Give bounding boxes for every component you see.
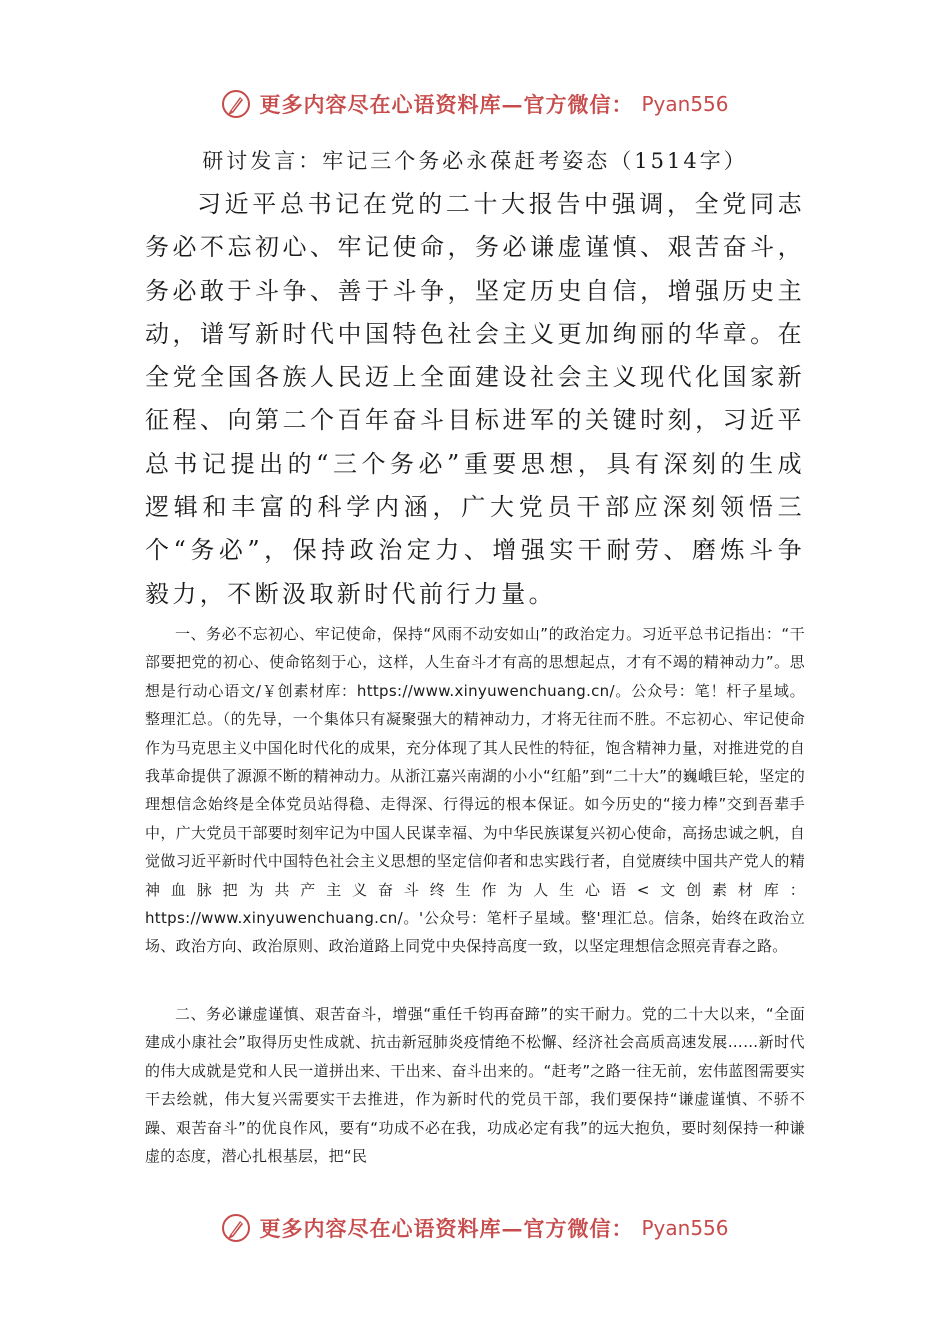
footer-banner xyxy=(0,1208,950,1248)
body-paragraph-2: 二、务必谦虚谨慎、艰苦奋斗，增强“重任千钧再奋蹄”的实干耐力。党的二十大以来，“全面建成小康社会”取得历史性成就、抗击新冠肺炎疫情绝不松懈、经济社会高质高速发展……新时代的伟大成就是党和人民一道拼出来、干出来、奋斗出来的。“赶考”之路一往无前，宏伟蓝图需要实干去绘就，伟大复兴需要实干去推进，作为新时代的党员干部，我们要保持“谦虚谨慎、不骄不躁、艰苦奋斗”的优良作风，要有“功成不必在我，功成必定有我”的远大抱负，要时刻保持一种谦虚的态度，潜心扎根基层，把“民 xyxy=(145,1005,805,1166)
footer-banner-text: 更多内容尽在心语资料库—官方微信： xyxy=(259,1216,634,1241)
pen-nib-logo-icon xyxy=(221,89,251,119)
document-title: 研讨发言：牢记三个务必永葆赶考姿态（1514字） xyxy=(202,149,748,173)
header-banner-contact: Pyan556 xyxy=(641,92,729,116)
header-banner xyxy=(0,84,950,124)
lead-paragraph: 习近平总书记在党的二十大报告中强调，全党同志务必不忘初心、牢记使命，务必谦虚谨慎、艰苦奋斗，务必敢于斗争、善于斗争，坚定历史自信，增强历史主动，谱写新时代中国特色社会主义更加绚丽的华章。在全党全国各族人民迈上全面建设社会主义现代化国家新征程、向第二个百年奋斗目标进军的关键时刻，习近平总书记提出的“三个务必”重要思想，具有深刻的生成逻辑和丰富的科学内涵，广大党员干部应深刻领悟三个“务必”，保持政治定力、增强实干耐劳、磨炼斗争毅力，不断汲取新时代前行力量。 xyxy=(145,190,805,608)
header-banner-text: 更多内容尽在心语资料库—官方微信： xyxy=(259,92,634,117)
footer-banner-contact: Pyan556 xyxy=(641,1216,729,1240)
body-paragraph-1: 一、务必不忘初心、牢记使命，保持“风雨不动安如山”的政治定力。习近平总书记指出：“干部要把党的初心、使命铭刻于心，这样，人生奋斗才有高的思想起点，才有不竭的精神动力”。思想是行动心语文/￥创素材库：https://www.xinyuwenchuang.cn/。公众号：笔！杆子星域。整理汇总。（的先导，一个集体只有凝聚强大的精神动力，才将无往而不胜。不忘初心、牢记使命作为马克思主义中国化时代化的成果，充分体现了其人民性的特征，饱含精神力量，对推进党的自我革命提供了源源不断的精神动力。从浙江嘉兴南湖的小小“红船”到“二十大”的巍峨巨轮，坚定的理想信念始终是全体党员站得稳、走得深、行得远的根本保证。如今历史的“接力棒”交到吾辈手中，广大党员干部要时刻牢记为中国人民谋幸福、为中华民族谋复兴初心使命，高扬忠诚之帆，自觉做习近平新时代中国特色社会主义思想的坚定信仰者和忠实践行者，自觉赓续中国共产党人的精神血脉把为共产主义奋斗终生作为人生心语<文创素材库：https://www.xinyuwenchuang.cn/。'公众号：笔杆子星域。整'理汇总。信条，始终在政治立场、政治方向、政治原则、政治道路上同党中央保持高度一致，以坚定理想信念照亮青春之路。 xyxy=(145,625,805,956)
pen-nib-logo-icon xyxy=(221,1213,251,1243)
